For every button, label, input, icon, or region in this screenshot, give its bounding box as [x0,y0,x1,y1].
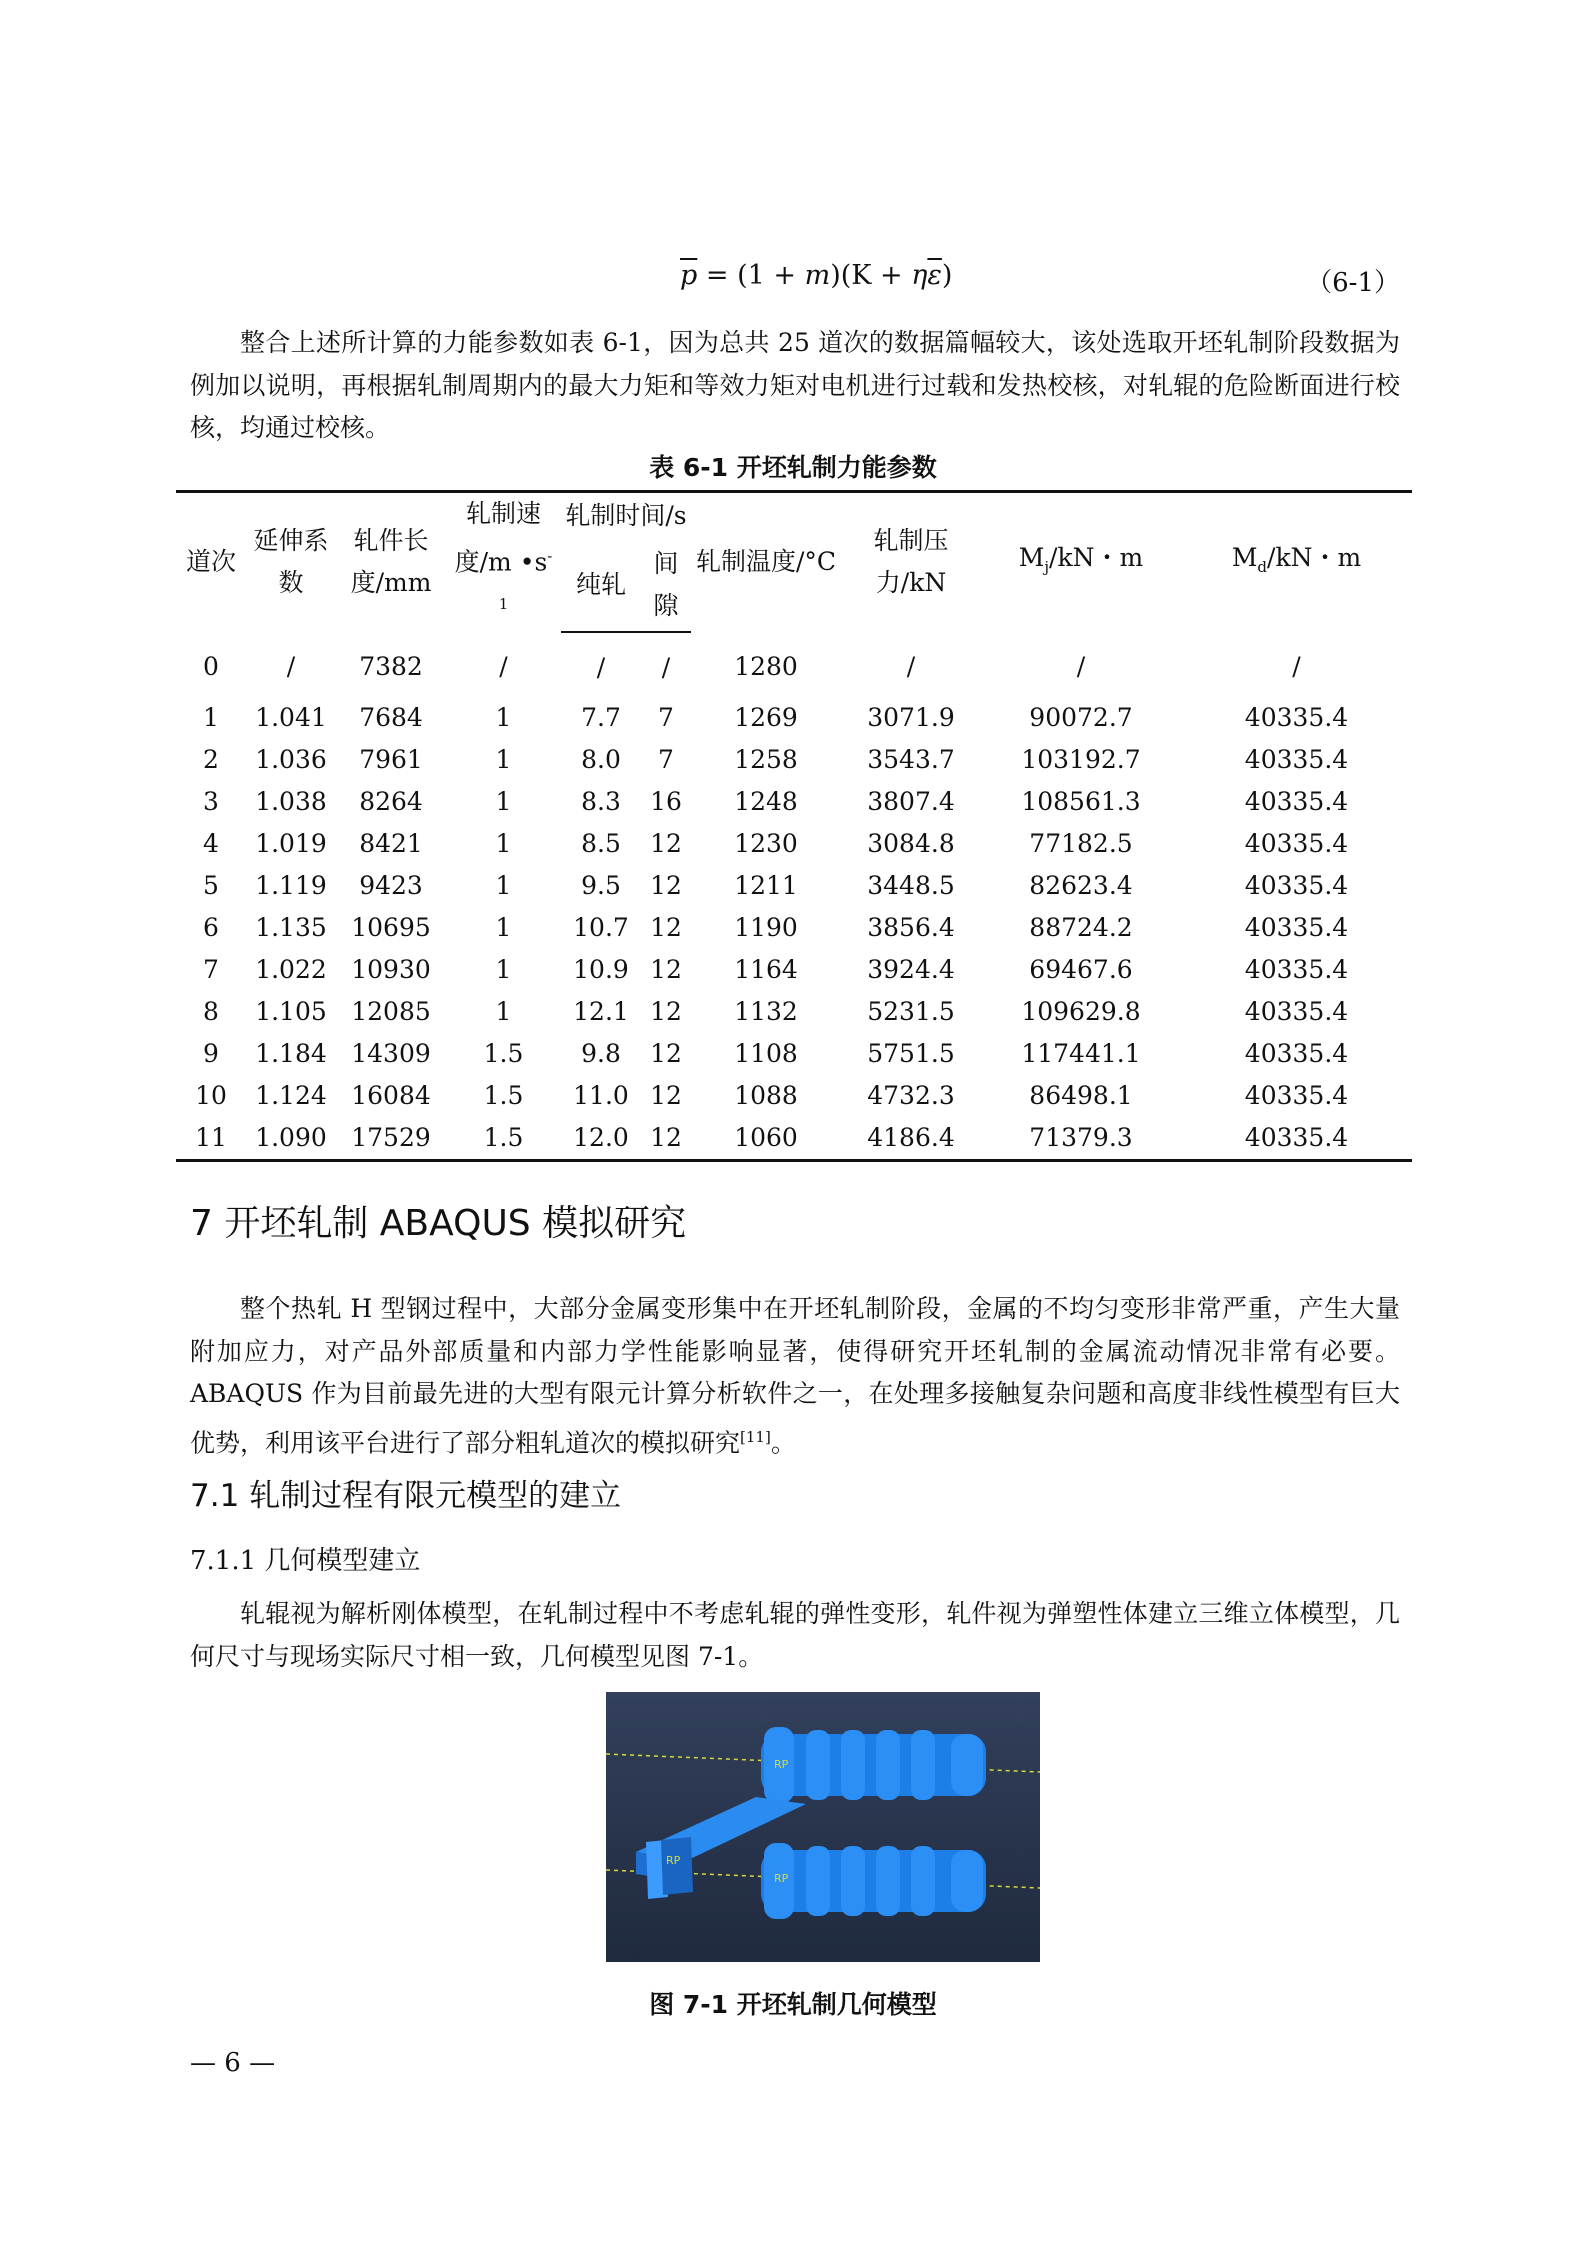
cell-temperature: 1211 [734,870,798,900]
cell-time-gap: 12 [650,1080,682,1110]
figure-geometry-model [606,1692,1040,1962]
cell-pass: 1 [203,702,219,732]
header-speed: 轧制速度/m $•s^{-1}$ [446,492,561,632]
section-7-heading: 7 开坯轧制 ABAQUS 模拟研究 [190,1203,687,1244]
cell-force: 3071.9 [867,702,955,732]
cell-force: / [906,652,916,682]
cell-pass: 11 [176,1117,246,1161]
header-time: 轧制时间/s [561,492,691,539]
cell-pass: 5 [203,870,219,900]
cell-mj: 71379.3 [981,1117,1181,1161]
cell-force: 3543.7 [867,744,955,774]
header-time-gap: 间隙 [641,539,691,632]
cell-length: 7961 [359,744,423,774]
equation-6-1 [190,258,1400,306]
cell-elongation: 1.090 [246,1117,336,1161]
paragraph-geometry: 轧辊视为解析刚体模型，在轧制过程中不考虑轧辊的弹性变形，轧件视为弹塑性体建立三维立体模型，几何尺寸与现场实际尺寸相一致，几何模型见图 7-1。 [190,1599,1400,1671]
table-row [176,1033,1412,1075]
table-caption: 表 6-1 开坯轧制力能参数 [649,453,937,482]
cell-elongation: 1.119 [255,870,327,900]
cell-mj: 103192.7 [1021,744,1141,774]
cell-time-gap: 12 [650,954,682,984]
cell-time-gap: 7 [658,744,674,774]
cell-elongation: 1.135 [255,912,327,942]
cell-elongation: 1.038 [255,786,327,816]
table-row [176,781,1412,823]
cell-speed: 1.5 [483,1038,524,1068]
cell-time-gap: 12 [650,912,682,942]
cell-pass: 9 [203,1038,219,1068]
cell-md: 40335.4 [1244,828,1349,858]
figure-caption: 图 7-1 开坯轧制几何模型 [649,1990,937,2019]
cell-pass: 2 [203,744,219,774]
cell-pass: 4 [203,828,219,858]
cell-length: 7382 [359,652,423,682]
section-7-1-1-heading: 7.1.1 几何模型建立 [190,1546,421,1576]
cell-time-roll: 10.9 [573,954,629,984]
cell-elongation: 1.124 [255,1080,327,1110]
cell-time-roll: 7.7 [581,702,621,732]
cell-temperature: 1132 [734,996,798,1026]
table-row [176,1117,1412,1161]
cell-length: 7684 [359,702,423,732]
header-md: $M_d/kN$・m [1181,492,1412,632]
cell-length: 12085 [351,996,431,1026]
cell-mj: 109629.8 [1021,996,1141,1026]
rp-label-workpiece: RP [666,1854,681,1867]
header-temperature: 轧制温度/°C [691,492,841,632]
page-number: — 6 — [190,2048,276,2078]
cell-pass: 3 [203,786,219,816]
equation-number: （6-1） [1306,268,1400,298]
cell-temperature: 1088 [734,1080,798,1110]
cell-speed: 1 [495,744,512,774]
cell-speed: 1 [495,870,512,900]
cell-time-roll: 8.5 [581,828,621,858]
cell-temperature: 1230 [734,828,798,858]
cell-temperature: 1060 [691,1117,841,1161]
formula-expression: $\overline{p} = (1 + m)(K + \eta\overline{\varepsilon})$ [680,260,953,291]
header-time-roll: 纯轧 [561,539,641,632]
cell-length: 14309 [351,1038,431,1068]
cell-md: 40335.4 [1244,702,1349,732]
cell-mj: / [1076,652,1086,682]
cell-length: 16084 [351,1080,431,1110]
cell-elongation: 1.022 [255,954,327,984]
cell-time-roll: 9.8 [581,1038,621,1068]
table-row [176,739,1412,781]
cell-md: 40335.4 [1244,786,1349,816]
cell-length: 17529 [336,1117,446,1161]
cell-temperature: 1269 [734,702,798,732]
cell-length: 8421 [359,828,423,858]
header-pass: 道次 [176,492,246,632]
table-row [176,697,1412,739]
cell-time-roll: 9.5 [581,870,621,900]
cell-length: 9423 [359,870,423,900]
cell-pass: 7 [203,954,219,984]
cell-mj: 86498.1 [1029,1080,1133,1110]
cell-length: 10695 [351,912,431,942]
cell-speed: / [499,652,508,682]
cell-time-gap: 12 [650,996,682,1026]
paragraph-table-intro: 整合上述所计算的力能参数如表 6-1，因为总共 25 道次的数据篇幅较大，该处选取开坯轧制阶段数据为例加以说明，再根据轧制周期内的最大力矩和等效力矩对电机进行过载和发热校核，对轧辊的危险断面进行校核，均通过校核。 [190,328,1400,442]
cell-mj: 90072.7 [1029,702,1133,732]
cell-temperature: 1164 [734,954,798,984]
cell-pass: 10 [195,1080,227,1110]
cell-time-roll: 12.0 [561,1117,641,1161]
cell-speed: 1 [495,954,512,984]
cell-force: 3924.4 [867,954,955,984]
cell-force: 3856.4 [867,912,955,942]
header-elongation: 延伸系数 [246,492,336,632]
upper-roll [761,1727,986,1803]
cell-md: 40335.4 [1244,870,1349,900]
section-7-1-heading: 7.1 轧制过程有限元模型的建立 [190,1478,622,1514]
cell-temperature: 1108 [734,1038,798,1068]
cell-speed: 1 [495,996,512,1026]
cell-pass: 8 [203,996,219,1026]
lower-roll [761,1843,986,1919]
table-row [176,949,1412,991]
cell-speed: 1 [495,786,512,816]
cell-temperature: 1258 [734,744,798,774]
cell-mj: 108561.3 [1021,786,1141,816]
cell-speed: 1 [495,828,512,858]
cell-md: / [1292,652,1301,682]
header-mj: $M_j/kN$・m [981,492,1181,632]
cell-time-gap: 12 [650,828,682,858]
cell-temperature: 1280 [734,652,798,682]
cell-elongation: 1.105 [255,996,327,1026]
cell-elongation: / [286,652,296,682]
cell-mj: 82623.4 [1029,870,1133,900]
cell-md: 40335.4 [1244,954,1349,984]
cell-speed: 1 [495,702,512,732]
cell-mj: 77182.5 [1029,828,1133,858]
table-row [176,823,1412,865]
cell-length: 8264 [359,786,423,816]
paragraph-abaqus-intro: 整个热轧 H 型钢过程中，大部分金属变形集中在开坯轧制阶段，金属的不均匀变形非常严重，产生大量附加应力，对产品外部质量和内部力学性能影响显著，使得研究开坯轧制的金属流动情况非常有必要。ABAQUS 作为目前最先进的大型有限元计算分析软件之一，在处理多接触复杂问题和高度非线性模型有巨大优势，利用该平台进行了部分粗轧道次的模拟研究[11]。 [190,1294,1400,1457]
cell-elongation: 1.019 [255,828,327,858]
cell-pass: 0 [203,652,219,682]
cell-length: 10930 [351,954,431,984]
cell-md: 40335.4 [1244,996,1349,1026]
cell-md: 40335.4 [1244,1080,1349,1110]
cell-pass: 6 [203,912,219,942]
cell-speed: 1.5 [446,1117,561,1161]
cell-speed: 1 [495,912,512,942]
table-row [176,907,1412,949]
cell-time-roll: / [596,652,606,682]
cell-time-gap: / [661,652,671,682]
cell-force: 5751.5 [867,1038,955,1068]
cell-time-gap: 16 [650,786,682,816]
rp-label-lower: RP [774,1872,789,1885]
cell-time-gap: 12 [650,1038,682,1068]
cell-time-gap: 7 [658,702,674,732]
cell-force: 3807.4 [867,786,955,816]
cell-md: 40335.4 [1181,1117,1412,1161]
cell-temperature: 1190 [734,912,798,942]
table-body [176,632,1412,1161]
rolling-parameter-table [176,490,1412,1162]
cell-time-roll: 8.0 [581,744,621,774]
table-row [176,865,1412,907]
cell-force: 3084.8 [867,828,955,858]
cell-elongation: 1.184 [255,1038,327,1068]
cell-elongation: 1.041 [255,702,327,732]
header-length: 轧件长度/mm [336,492,446,632]
cell-time-gap: 12 [641,1117,691,1161]
cell-force: 4732.3 [867,1080,955,1110]
cell-force: 4186.4 [841,1117,981,1161]
table-row [176,991,1412,1033]
cell-speed: 1.5 [483,1080,524,1110]
cell-mj: 69467.6 [1029,954,1133,984]
cell-md: 40335.4 [1244,912,1349,942]
cell-mj: 117441.1 [1021,1038,1141,1068]
header-force: 轧制压力/kN [841,492,981,632]
cell-time-roll: 11.0 [573,1080,629,1110]
table-row [176,1075,1412,1117]
cell-elongation: 1.036 [255,744,327,774]
table-row [176,632,1412,697]
cell-temperature: 1248 [734,786,798,816]
cell-md: 40335.4 [1244,1038,1349,1068]
cell-force: 5231.5 [867,996,955,1026]
cell-time-roll: 10.7 [573,912,629,942]
cell-md: 40335.4 [1244,744,1349,774]
cell-time-roll: 8.3 [581,786,621,816]
cell-mj: 88724.2 [1029,912,1133,942]
cell-time-roll: 12.1 [573,996,629,1026]
rolling-model-illustration [606,1692,1040,1962]
cell-force: 3448.5 [867,870,955,900]
rp-label-upper: RP [774,1758,789,1771]
cell-time-gap: 12 [650,870,682,900]
citation-11: [11] [740,1427,771,1446]
